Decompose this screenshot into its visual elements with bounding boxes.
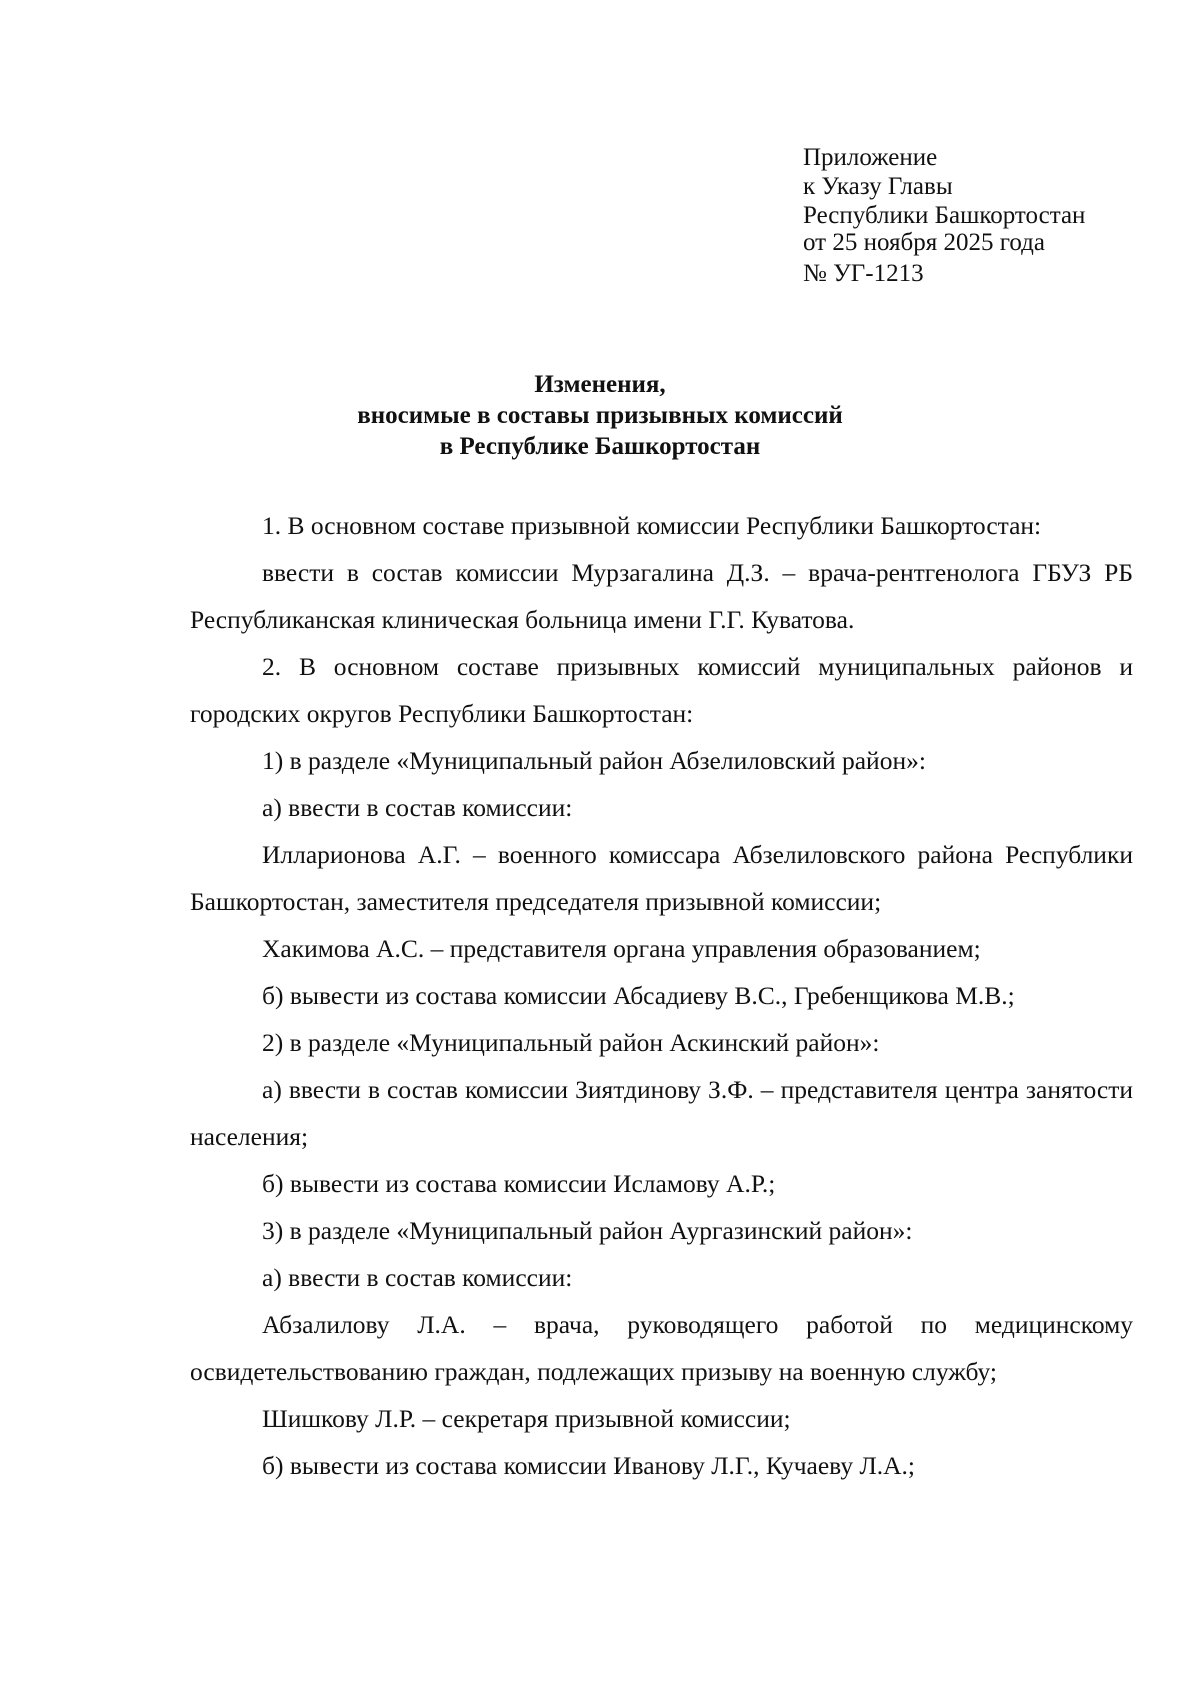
paragraph: а) ввести в состав комиссии: [262,1263,573,1292]
paragraph: б) вывести из состава комиссии Иванову Л.Г., Кучаеву Л.А.; [262,1451,916,1480]
title-line-1: Изменения, [534,371,666,398]
paragraph: б) вывести из состава комиссии Исламову А.Р.; [262,1169,776,1198]
paragraph: а) ввести в состав комиссии: [262,793,573,822]
title-line-2: вносимые в составы призывных комиссий [357,402,843,429]
paragraph: а) ввести в состав комиссии Зиятдинову З.Ф. – представителя центра занятости населения; [190,1075,1133,1151]
annex-number: № УГ-1213 [803,260,924,287]
annex-date: от 25 ноября 2025 года [803,229,1045,256]
title-line-3: в Республике Башкортостан [439,433,761,460]
document-body [190,502,1133,1489]
annex-line-2: к Указу Главы [803,173,953,200]
annex-line-1: Приложение [803,144,938,171]
annex-line-3: Республики Башкортостан [803,202,1086,229]
paragraph: 1) в разделе «Муниципальный район Абзелиловский район»: [262,746,926,775]
paragraph: 3) в разделе «Муниципальный район Аургазинский район»: [262,1216,913,1245]
document-title [200,369,1000,462]
paragraph: Хакимова А.С. – представителя органа управления образованием; [262,934,981,963]
paragraph: Илларионова А.Г. – военного комиссара Абзелиловского района Республики Башкортостан, заместителя председателя призывной комиссии; [190,840,1133,916]
paragraph: 2) в разделе «Муниципальный район Аскинский район»: [262,1028,880,1057]
paragraph: ввести в состав комиссии Мурзагалина Д.З. – врача-рентгенолога ГБУЗ РБ Республиканская клиническая больница имени Г.Г. Куватова. [190,558,1133,634]
paragraph: 1. В основном составе призывной комиссии Республики Башкортостан: [262,511,1042,540]
paragraph: Шишкову Л.Р. – секретаря призывной комиссии; [262,1404,791,1433]
paragraph: б) вывести из состава комиссии Абсадиеву В.С., Гребенщикова М.В.; [262,981,1015,1010]
annex-header [803,143,1143,288]
paragraph: 2. В основном составе призывных комиссий муниципальных районов и городских округов Республики Башкортостан: [190,652,1133,728]
paragraph: Абзалилову Л.А. – врача, руководящего работой по медицинскому освидетельствованию граждан, подлежащих призыву на военную службу; [190,1310,1133,1386]
